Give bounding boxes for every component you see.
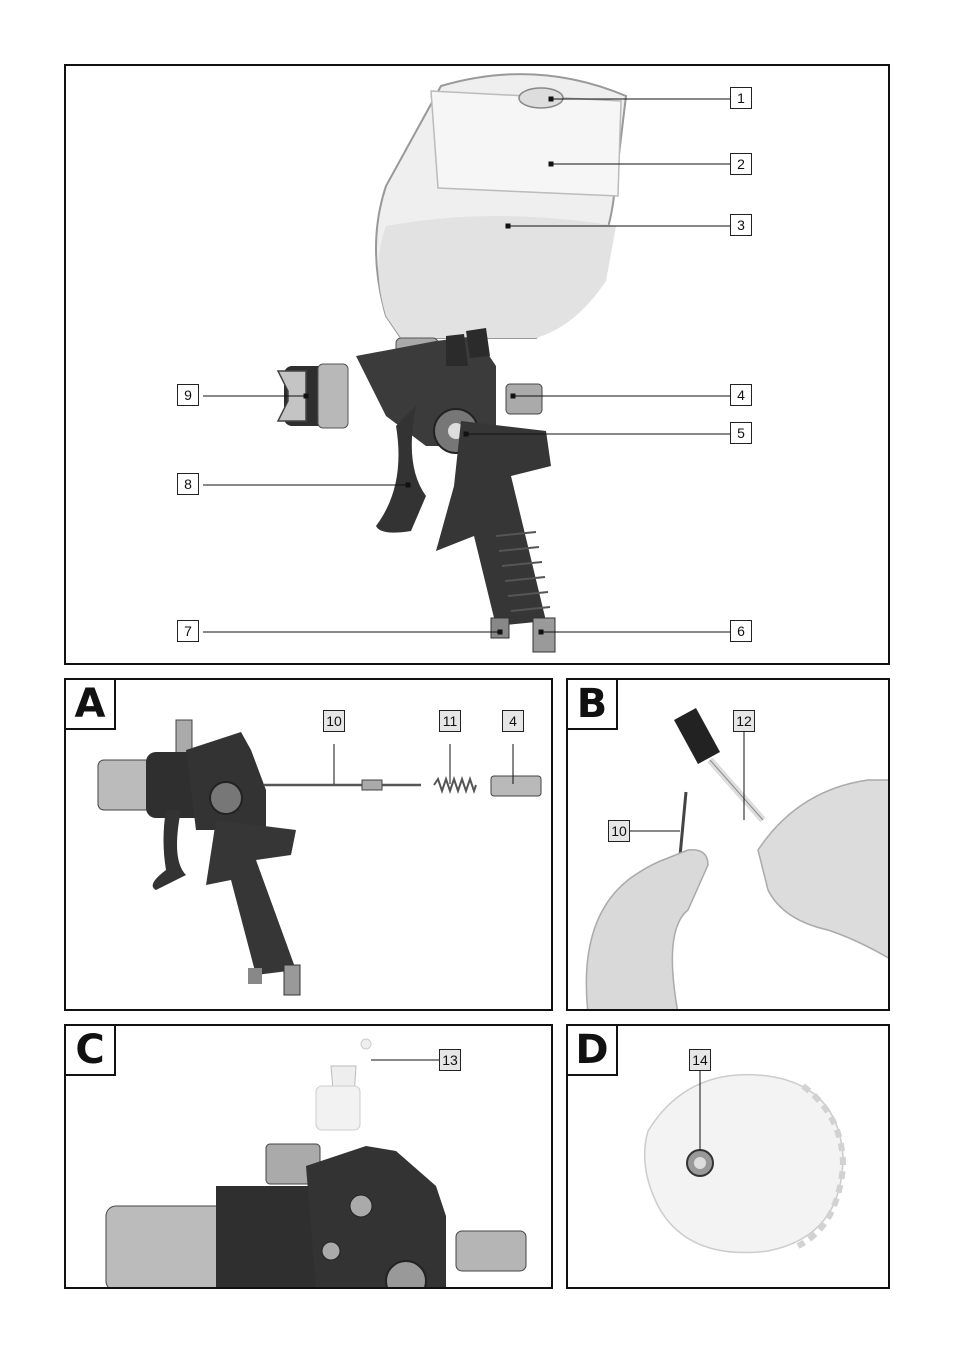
needle-illustration: [264, 780, 421, 790]
panel-a-letter: A: [66, 680, 116, 730]
callout-3: 3: [730, 214, 752, 236]
callout-1: 1: [730, 87, 752, 109]
callout-4: 4: [502, 710, 524, 732]
callout-5: 5: [730, 422, 752, 444]
callout-12: 12: [733, 710, 755, 732]
callout-4: 4: [730, 384, 752, 406]
cup-filter-illustration: [66, 1026, 553, 1289]
callout-13: 13: [439, 1049, 461, 1071]
main-figure-panel: [64, 64, 890, 665]
panel-b: [566, 678, 890, 1011]
callout-10: 10: [323, 710, 345, 732]
callout-6: 6: [730, 620, 752, 642]
callout-7: 7: [177, 620, 199, 642]
callout-9: 9: [177, 384, 199, 406]
panel-d: [566, 1024, 890, 1289]
callout-2: 2: [730, 153, 752, 175]
panel-a: [64, 678, 553, 1011]
panel-c-letter: C: [66, 1026, 116, 1076]
paint-cup-illustration: [376, 74, 626, 368]
spray-gun-illustration: [66, 66, 890, 665]
panel-d-letter: D: [568, 1026, 618, 1076]
panel-b-letter: B: [568, 680, 618, 730]
callout-10: 10: [608, 820, 630, 842]
callout-14: 14: [689, 1049, 711, 1071]
spring-illustration: [434, 779, 476, 791]
panel-c: [64, 1024, 553, 1289]
disassembled-gun-illustration: [66, 680, 553, 1011]
callout-11: 11: [439, 710, 461, 732]
filter-illustration: [316, 1039, 371, 1130]
callout-8: 8: [177, 473, 199, 495]
